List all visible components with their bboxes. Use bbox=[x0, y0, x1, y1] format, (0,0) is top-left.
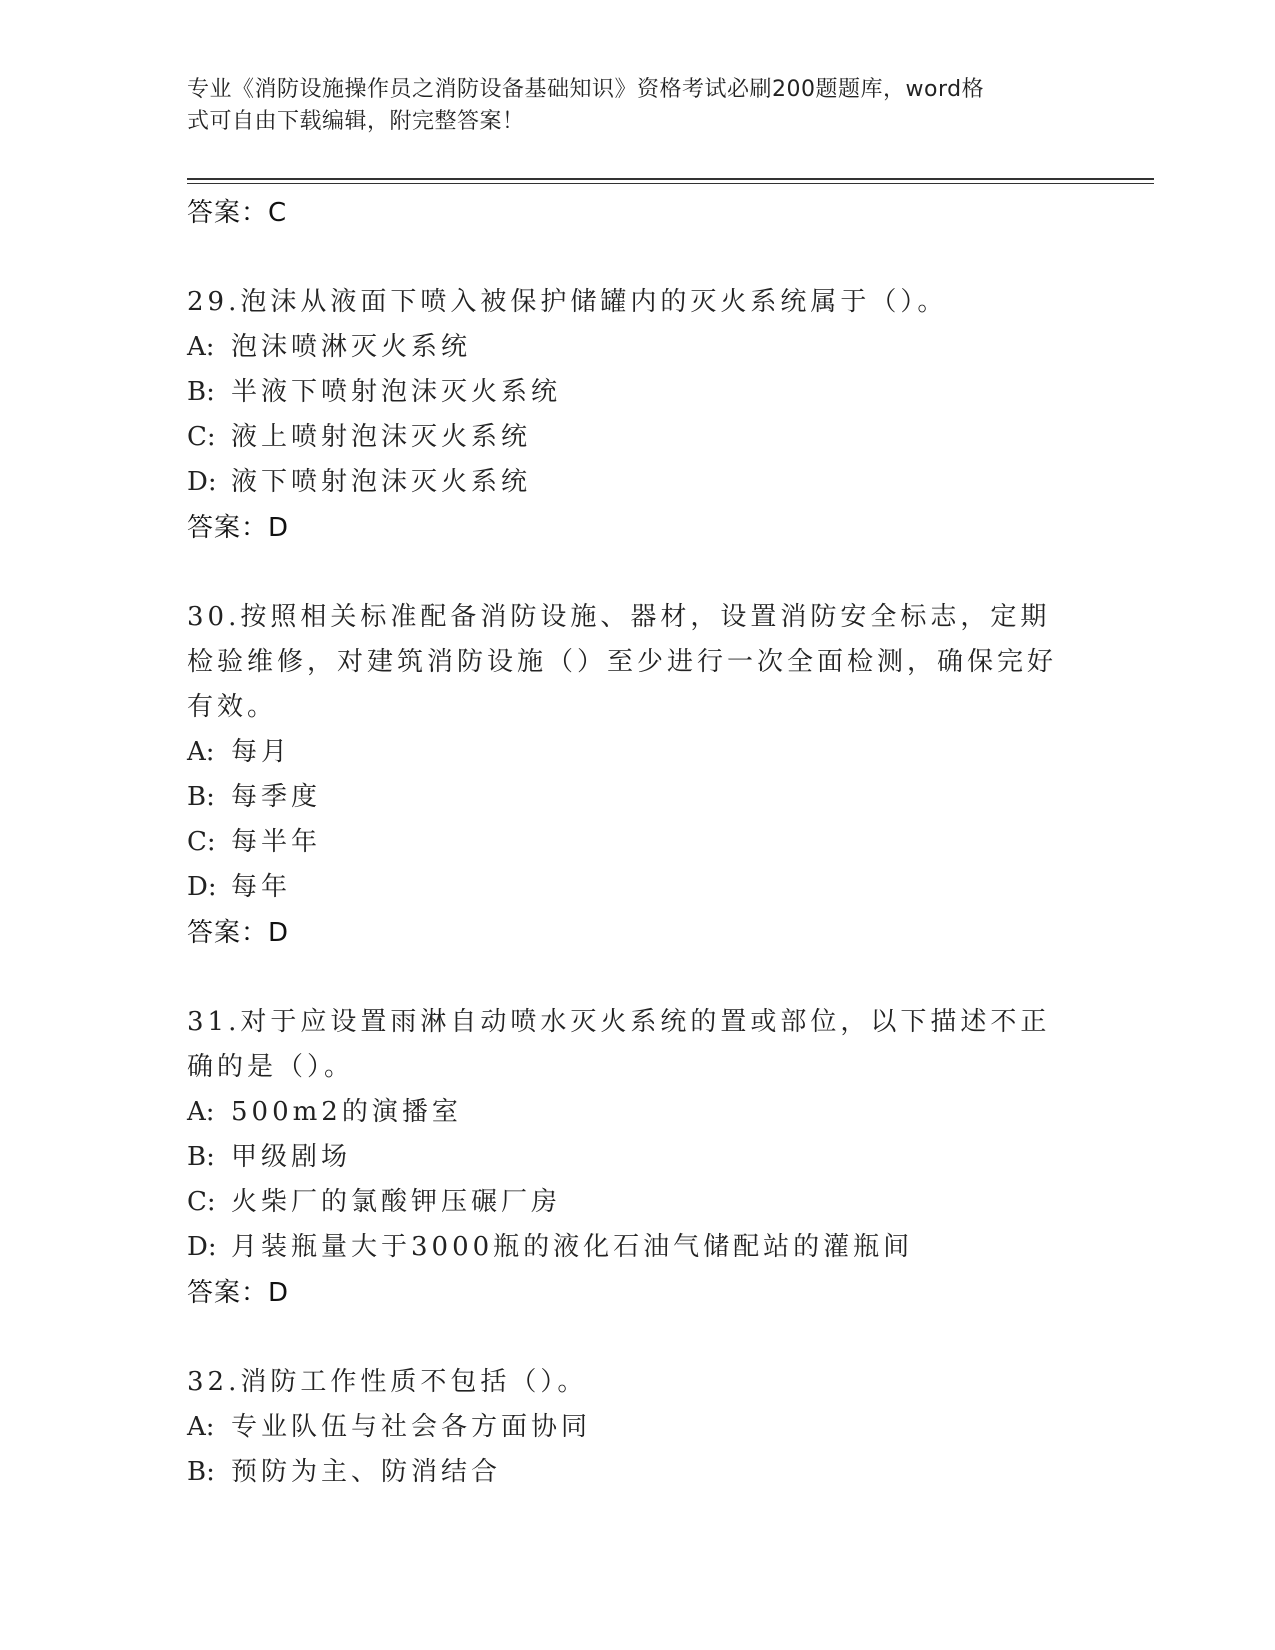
option-a bbox=[187, 1090, 1087, 1135]
answer-line: 答案：D bbox=[187, 1278, 290, 1308]
option-key: B: bbox=[187, 782, 215, 812]
option-text: 500m2的演播室 bbox=[231, 1097, 462, 1127]
option-b bbox=[187, 775, 1087, 820]
option-a bbox=[187, 730, 1087, 775]
answer-line: 答案：C bbox=[187, 198, 288, 228]
option-c bbox=[187, 1180, 1087, 1225]
option-key: B: bbox=[187, 1142, 215, 1172]
option-key: C: bbox=[187, 1187, 216, 1217]
option-text: 预防为主、防消结合 bbox=[231, 1457, 502, 1487]
document-header bbox=[187, 74, 1067, 138]
header-divider-thick bbox=[187, 178, 1154, 180]
header-line-2: 式可自由下载编辑，附完整答案！ bbox=[187, 109, 525, 134]
question-text: 29.泡沫从液面下喷入被保护储罐内的灭火系统属于（）。 bbox=[187, 287, 948, 317]
question-text: 30.按照相关标准配备消防设施、器材，设置消防安全标志，定期检验维修，对建筑消防设施（）至少进行一次全面检测，确保完好有效。 bbox=[187, 602, 1058, 722]
question-text: 32.消防工作性质不包括（）。 bbox=[187, 1367, 588, 1397]
option-c bbox=[187, 415, 1087, 460]
question-list bbox=[187, 190, 1087, 1495]
option-key: A: bbox=[187, 737, 215, 767]
answer-line: 答案：D bbox=[187, 918, 290, 948]
question-item bbox=[187, 1000, 1087, 1316]
option-key: C: bbox=[187, 422, 216, 452]
option-text: 每季度 bbox=[231, 782, 322, 812]
option-d bbox=[187, 1225, 1087, 1270]
header-divider-thin bbox=[187, 183, 1154, 184]
option-c bbox=[187, 820, 1087, 865]
option-a bbox=[187, 325, 1087, 370]
option-key: D: bbox=[187, 1232, 217, 1262]
option-key: B: bbox=[187, 1457, 215, 1487]
option-text: 每年 bbox=[231, 872, 292, 902]
question-item bbox=[187, 280, 1087, 551]
option-key: C: bbox=[187, 827, 216, 857]
option-text: 泡沫喷淋灭火系统 bbox=[231, 332, 472, 362]
option-text: 火柴厂的氯酸钾压碾厂房 bbox=[231, 1187, 562, 1217]
option-key: A: bbox=[187, 1412, 215, 1442]
option-key: A: bbox=[187, 1097, 215, 1127]
question-text: 31.对于应设置雨淋自动喷水灭火系统的置或部位，以下描述不正确的是（）。 bbox=[187, 1007, 1051, 1082]
option-text: 液上喷射泡沫灭火系统 bbox=[231, 422, 532, 452]
option-a bbox=[187, 1405, 1087, 1450]
option-text: 液下喷射泡沫灭火系统 bbox=[231, 467, 532, 497]
option-text: 每月 bbox=[231, 737, 292, 767]
question-item bbox=[187, 595, 1087, 956]
option-text: 甲级剧场 bbox=[231, 1142, 352, 1172]
option-text: 专业队伍与社会各方面协同 bbox=[231, 1412, 592, 1442]
option-b bbox=[187, 1450, 1087, 1495]
option-text: 半液下喷射泡沫灭火系统 bbox=[231, 377, 562, 407]
option-d bbox=[187, 460, 1087, 505]
header-line-1: 专业《消防设施操作员之消防设备基础知识》资格考试必刷200题题库，word格 bbox=[187, 77, 985, 102]
option-key: B: bbox=[187, 377, 215, 407]
option-key: D: bbox=[187, 872, 217, 902]
option-key: D: bbox=[187, 467, 217, 497]
option-text: 每半年 bbox=[231, 827, 322, 857]
option-key: A: bbox=[187, 332, 215, 362]
answer-line: 答案：D bbox=[187, 513, 290, 543]
question-item bbox=[187, 1360, 1087, 1495]
option-b bbox=[187, 370, 1087, 415]
option-d bbox=[187, 865, 1087, 910]
option-b bbox=[187, 1135, 1087, 1180]
option-text: 月装瓶量大于3000瓶的液化石油气储配站的灌瓶间 bbox=[231, 1232, 914, 1262]
